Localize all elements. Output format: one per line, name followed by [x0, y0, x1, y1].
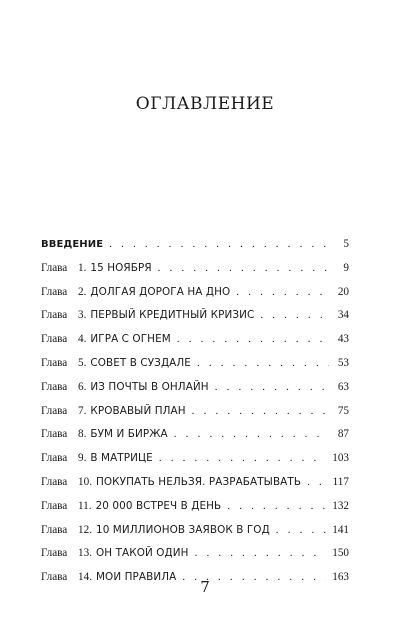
toc-dot-leader [227, 495, 326, 519]
toc-chapter-label: Глава [41, 380, 68, 393]
toc-page-number: 63 [337, 380, 349, 393]
toc-dot-leader [260, 304, 329, 328]
toc-dot-leader [158, 257, 329, 281]
toc-chapter-label: Глава [41, 356, 68, 369]
toc-chapter-number: 14. [78, 571, 92, 584]
toc-chapter-number: 3. [78, 309, 87, 322]
toc-chapter-number: 4. [78, 333, 87, 346]
toc-page-number: 75 [337, 404, 349, 417]
toc-chapter-title: ДОЛГАЯ ДОРОГА НА ДНО [90, 285, 231, 298]
toc-chapter-title: СОВЕТ В СУЗДАЛЕ [90, 356, 191, 369]
toc-chapter-title: 10 МИЛЛИОНОВ ЗАЯВОК В ГОД [95, 523, 270, 536]
toc-chapter-title: ИГРА С ОГНЕМ [90, 333, 171, 346]
toc-chapter-title: ИЗ ПОЧТЫ В ОНЛАЙН [90, 380, 209, 393]
toc-chapter-label: Глава [41, 452, 68, 465]
toc-chapter-row[interactable] [41, 423, 349, 447]
toc-chapter-row[interactable] [41, 495, 349, 519]
toc-intro-title: ВВЕДЕНИЕ [41, 239, 104, 250]
toc-chapter-number: 5. [78, 356, 87, 369]
toc-chapter-number: 9. [78, 452, 87, 465]
toc-chapter-label: Глава [41, 475, 68, 488]
toc-dot-leader [197, 352, 329, 376]
toc-page-number: 103 [332, 452, 349, 465]
toc-chapter-row[interactable] [41, 281, 349, 305]
toc-chapter-title: ПЕРВЫЙ КРЕДИТНЫЙ КРИЗИС [90, 309, 255, 322]
toc-chapter-label: Глава [41, 523, 68, 536]
toc-dot-leader [307, 471, 327, 495]
toc-chapter-row[interactable] [41, 328, 349, 352]
toc-chapter-row[interactable] [41, 257, 349, 281]
toc-chapter-row[interactable] [41, 519, 349, 543]
toc-chapter-number: 8. [78, 428, 87, 441]
toc-page-number: 163 [332, 571, 349, 584]
toc-page-number: 150 [332, 547, 349, 560]
toc-intro-row[interactable] [41, 233, 349, 257]
toc-chapter-label: Глава [41, 309, 68, 322]
toc-page-number: 9 [343, 261, 349, 274]
toc-chapter-label: Глава [41, 499, 68, 512]
toc-page-number: 117 [332, 475, 349, 488]
toc-dot-leader [159, 447, 326, 471]
toc-dot-leader [195, 542, 327, 566]
toc-chapter-title: ПОКУПАТЬ НЕЛЬЗЯ. РАЗРАБАТЫВАТЬ [95, 475, 302, 488]
toc-dot-leader [276, 519, 326, 543]
toc-chapter-number: 6. [78, 380, 87, 393]
toc-dot-leader [177, 328, 329, 352]
toc-chapter-number: 12. [78, 523, 92, 536]
table-of-contents [41, 233, 349, 590]
toc-chapter-row[interactable] [41, 352, 349, 376]
toc-chapter-number: 11. [78, 499, 92, 512]
toc-chapter-title: МОИ ПРАВИЛА [95, 571, 177, 584]
toc-chapter-number: 7. [78, 404, 87, 417]
toc-chapter-title: 20 000 ВСТРЕЧ В ДЕНЬ [95, 499, 222, 512]
toc-chapter-label: Глава [41, 428, 68, 441]
toc-chapter-title: КРОВАВЫЙ ПЛАН [90, 404, 186, 417]
toc-chapter-row[interactable] [41, 376, 349, 400]
toc-chapter-title: БУМ И БИРЖА [90, 428, 168, 441]
toc-page-number: 5 [343, 238, 349, 250]
toc-page-number: 141 [332, 523, 349, 536]
toc-chapter-row[interactable] [41, 471, 349, 495]
toc-page-number: 53 [337, 356, 349, 369]
page-title: ОГЛАВЛЕНИЕ [135, 94, 275, 114]
toc-dot-leader [236, 281, 329, 305]
toc-chapter-row[interactable] [41, 447, 349, 471]
toc-page-number: 20 [337, 285, 349, 298]
toc-chapter-title: 15 НОЯБРЯ [90, 261, 152, 274]
toc-chapter-number: 10. [78, 475, 92, 488]
toc-dot-leader [192, 400, 329, 424]
toc-dot-leader [109, 233, 329, 257]
toc-page-number: 87 [337, 428, 349, 441]
page-folio: 7 [200, 578, 210, 596]
toc-chapter-title: ОН ТАКОЙ ОДИН [95, 547, 189, 560]
toc-page-number: 34 [337, 309, 349, 322]
toc-chapter-number: 13. [78, 547, 92, 560]
toc-chapter-label: Глава [41, 547, 68, 560]
toc-dot-leader [215, 376, 329, 400]
toc-chapter-label: Глава [41, 261, 68, 274]
toc-chapter-number: 2. [78, 285, 87, 298]
toc-page-number: 132 [332, 499, 349, 512]
toc-chapter-title: В МАТРИЦЕ [90, 452, 153, 465]
toc-chapter-label: Глава [41, 285, 68, 298]
toc-page-number: 43 [337, 333, 349, 346]
toc-chapter-row[interactable] [41, 542, 349, 566]
toc-dot-leader [174, 423, 329, 447]
toc-chapter-row[interactable] [41, 304, 349, 328]
toc-chapter-label: Глава [41, 333, 68, 346]
toc-chapter-number: 1. [78, 261, 87, 274]
toc-chapter-row[interactable] [41, 400, 349, 424]
toc-chapter-label: Глава [41, 571, 68, 584]
toc-chapter-label: Глава [41, 404, 68, 417]
